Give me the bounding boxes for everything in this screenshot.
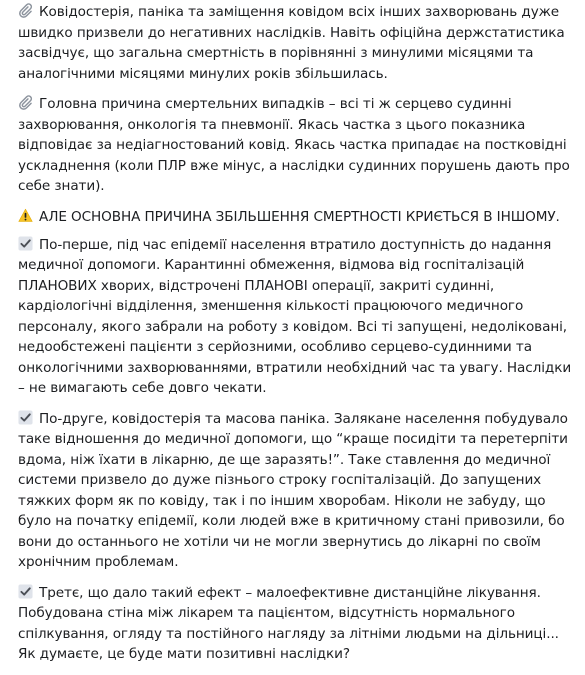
check-mark-icon: [18, 584, 33, 599]
check-mark-icon: [18, 410, 33, 425]
paragraph-text: Третє, що дало такий ефект – малоефективне дистанційне лікування. Побудована стіна між лікарем та пацієнтом, відсутність нормального спілкування, огляду та постійного нагляду за літніми людьми на дільниці... Як думаєте, це буде мати позитивні наслідки?: [18, 584, 559, 662]
paragraph-4: [18, 235, 574, 399]
paragraph-text: Головна причина смертельних випадків – всі ті ж серцево судинні захворювання, онкологія та пневмонії. Якась частка з цього показника відповідає за недіагностований ковід. Якась частка припадає на постковідні ускладнення (коли ПЛР вже мінус, а наслідки судинних порушень дають про себе знати).: [18, 96, 570, 194]
paragraph-1: [18, 2, 574, 84]
paperclip-icon: [18, 3, 33, 18]
paragraph-3: [18, 207, 574, 227]
paragraph-2: [18, 94, 574, 197]
warning-icon: [18, 208, 33, 223]
paragraph-5: [18, 409, 574, 573]
paragraph-text: Ковідостерія, паніка та заміщення ковідом всіх інших захворювань дуже швидко призвели до негативних наслідків. Навіть офіційна держстатистика засвідчує, що загальна смертність в порівнянні з минулими місяцями та аналогічними місяцями минулих років збільшилась.: [18, 4, 565, 82]
paragraph-6: [18, 583, 574, 665]
paperclip-icon: [18, 95, 33, 110]
check-mark-icon: [18, 236, 33, 251]
post-body: [18, 2, 574, 675]
paragraph-text: По-друге, ковідостерія та масова паніка. Залякане населення побудувало таке відношення до медичної допомоги, що “краще посидіти та перетерпіти вдома, ніж їхати в лікарню, де ще заразять!”. Таке ставлення до медичної системи призвело до дуже пізнього строку госпіталізацій. До запущених тяжких форм як по ковіду, так і по іншим хворобам. Ніколи не забуду, що було на початку епідемії, коли людей вже в критичному стані привозили, бо вони до останнього не хотіли чи не могли звернутись до лікарні по своїм хронічним проблемам.: [18, 410, 568, 570]
paragraph-text: По-перше, під час епідемії населення втратило доступність до надання медичної допомоги. Карантинні обмеження, відмова від госпіталізацій ПЛАНОВИХ хворих, відстрочені ПЛАНОВІ операції, закриті судинні, кардіологічні відділення, зменшення кількості працюючого медичного персоналу, якого забрали на роботу з ковідом. Всі ті запущені, недоліковані, недообстежені пацієнти з серйозними, особливо серцево-судинними та онкологічними захворюваннями, втратили необхідний час та увагу. Наслідки – не вимагають себе довго чекати.: [18, 236, 572, 396]
paragraph-text: АЛЕ ОСНОВНА ПРИЧИНА ЗБІЛЬШЕННЯ СМЕРТНОСТІ КРИЄТЬСЯ В ІНШОМУ.: [39, 208, 560, 225]
